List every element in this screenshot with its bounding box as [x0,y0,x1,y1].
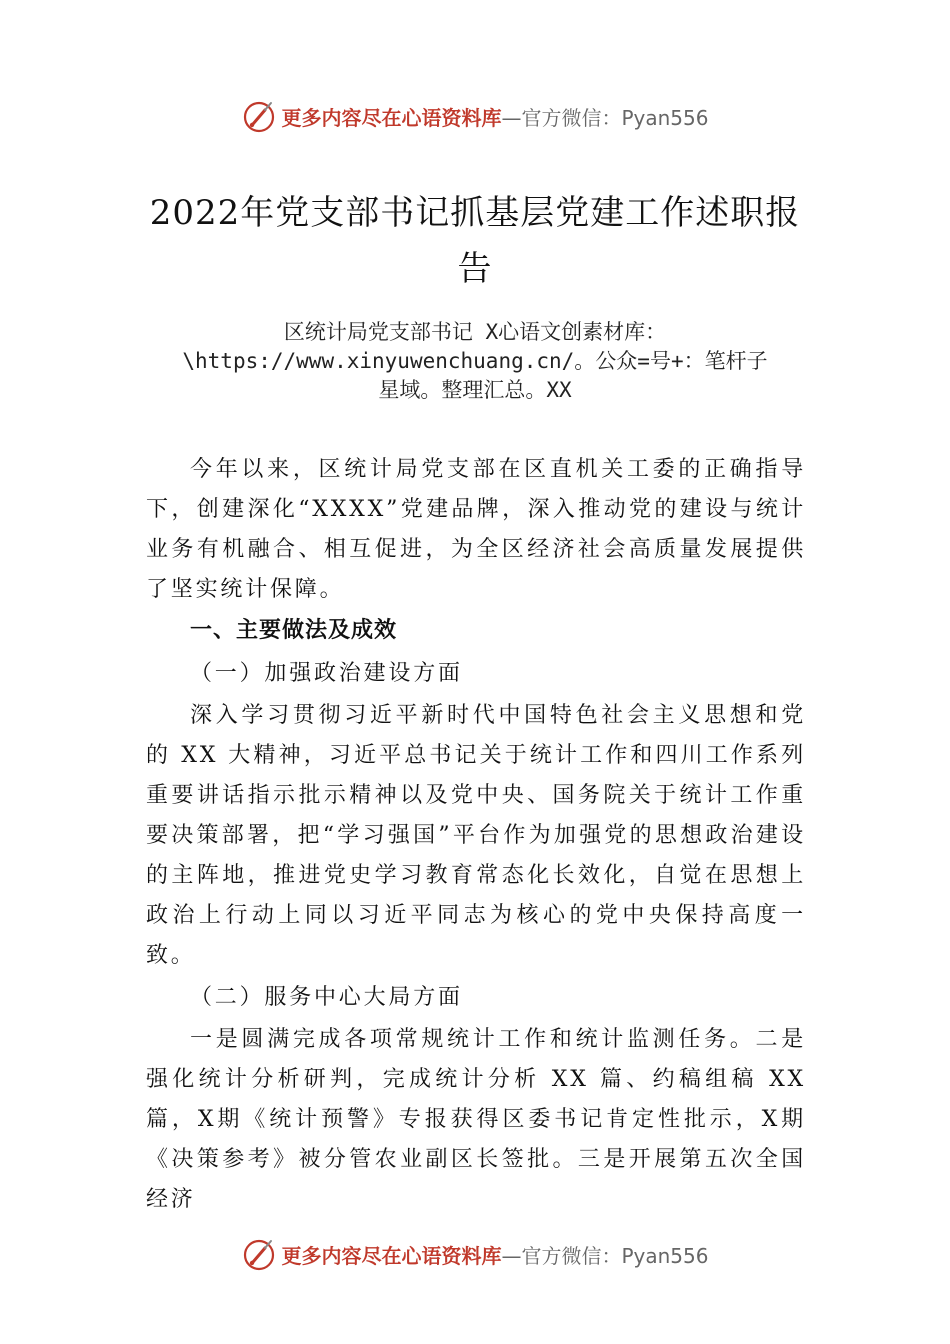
meta-line-1: 区统计局党支部书记 X心语文创素材库： [283,320,667,344]
section-heading: 一、主要做法及成效 [190,618,398,643]
banner-brand-text: 更多内容尽在心语资料库 [281,105,502,130]
intro-paragraph: 今年以来，区统计局党支部在区直机关工委的正确指导下，创建深化“XXXX”党建品牌，深入推动党的建设与统计业务有机融合、相互促进，为全区经济社会高质量发展提供了坚实统计保障。 [146,457,806,602]
meta-line-3: 星域。整理汇总。XX [378,378,572,402]
subsection-heading-1: （一）加强政治建设方面 [190,661,463,686]
title-line-2: 告 [457,249,493,289]
banner-brand-text: 更多内容尽在心语资料库 [281,1243,502,1268]
brush-logo-icon [241,1236,277,1272]
banner-wechat-text: —官方微信：Pyan556 [501,105,709,130]
subsection-heading-2: （二）服务中心大局方面 [190,985,463,1010]
meta-line-2: \https://www.xinyuwenchuang.cn/。公众=号+：笔杆子 [182,349,768,373]
banner-wechat-text: —官方微信：Pyan556 [501,1243,709,1268]
subsection-paragraph-2: 一是圆满完成各项常规统计工作和统计监测任务。二是强化统计分析研判，完成统计分析 XX 篇、约稿组稿 XX 篇，X期《统计预警》专报获得区委书记肯定性批示，X期《决策参考》被分管农业副区长签批。三是开展第五次全国经济 [146,1027,806,1212]
document-body [146,450,806,1220]
document-title [120,185,830,297]
subsection-paragraph-1: 深入学习贯彻习近平新时代中国特色社会主义思想和党的 XX 大精神，习近平总书记关于统计工作和四川工作系列重要讲话指示批示精神以及党中央、国务院关于统计工作重要决策部署，把“学习强国”平台作为加强党的思想政治建设的主阵地，推进党史学习教育常态化长效化，自觉在思想上政治上行动上同以习近平同志为核心的党中央保持高度一致。 [146,703,806,968]
footer-banner [0,1234,950,1274]
brush-logo-icon [241,98,277,134]
title-line-1: 2022年党支部书记抓基层党建工作述职报 [149,193,801,233]
document-meta [140,318,810,405]
header-banner [0,96,950,136]
